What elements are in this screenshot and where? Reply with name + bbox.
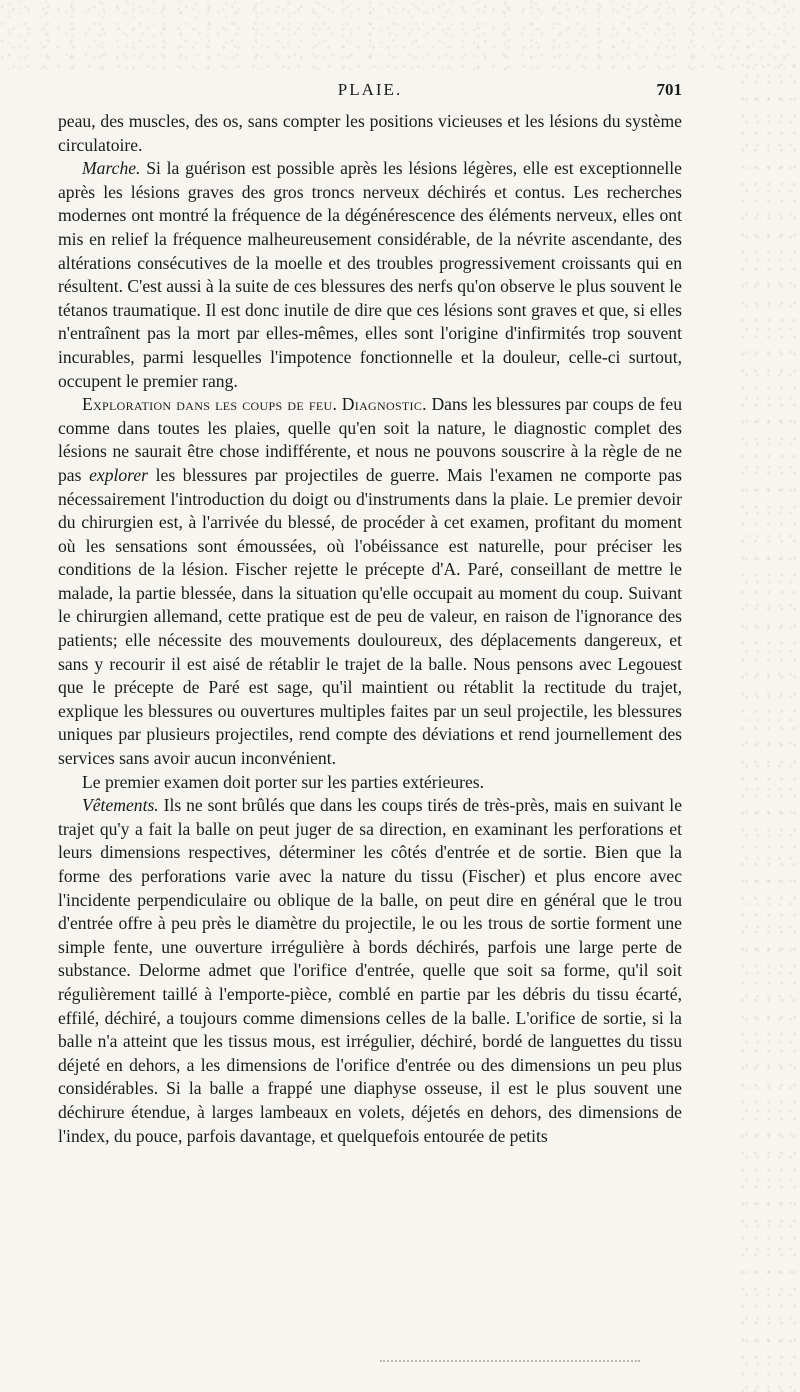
- section-label-marche: Marche.: [82, 158, 141, 179]
- paragraph-exploration-text-a: Dans les blessures par coups de feu comme dans toutes les plaies, quelle qu'en soit la nature, le diagnostic complet des lésions ne saurait être chose indifférente, et nous ne pouvons souscrire à la règle de ne pas: [58, 394, 682, 485]
- paragraph-vetements: [58, 794, 682, 1148]
- scan-footer-marks: [380, 1360, 640, 1366]
- paragraph-1: [58, 110, 682, 157]
- paragraph-marche: [58, 157, 682, 393]
- paragraph-exploration-text-b: les blessures par projectiles de guerre. Mais l'examen ne comporte pas nécessairement l'introduction du doigt ou d'instruments dans la plaie. Le premier devoir du chirurgien est, à l'arrivée du blessé, de procéder à cet examen, profitant du moment où les sensations sont émoussées, où l'obéissance est naturelle, pour préciser les conditions de la lésion. Fischer rejette le précepte d'A. Paré, conseillant de mettre le malade, la partie blessée, dans la situation qu'elle occupait au moment du coup. Suivant le chirurgien allemand, cette pratique est de peu de valeur, en raison de l'ignorance des patients; elle nécessite des mouvements douloureux, des déplacements dangereux, et sans y recourir il est aisé de rétablir le trajet de la balle. Nous pensons avec Legouest que le précepte de Paré est sage, qu'il maintient ou rétablit la rectitude du trajet, explique les blessures ou ouvertures multiples faites par un seul projectile, les blessures uniques par plusieurs projectiles, rend compte des déviations et rend journellement des services sans avoir aucun inconvénient.: [58, 464, 682, 769]
- scan-noise-right: [740, 60, 800, 1392]
- paragraph-marche-text: Si la guérison est possible après les lésions légères, elle est exceptionnelle après les lésions graves des gros troncs nerveux déchirés et contus. Les recherches modernes ont montré la fréquence de la dégénérescence des éléments nerveux, elles ont mis en relief la fréquence malheureusement considérable, de la névrite ascendante, des altérations consécutives de la moelle et des troubles progressivement croissants qui en résultent. C'est aussi à la suite de ces blessures des nerfs qu'on observe le plus souvent le tétanos traumatique. Il est donc inutile de dire que ces lésions sont graves et que, si elles n'entraînent pas la mort par elles-mêmes, elles sont l'origine d'infirmités trop souvent incurables, parmi lesquelles l'impotence fonctionnelle et la douleur, celle-ci surtout, occupent le premier rang.: [58, 158, 682, 391]
- emphasis-explorer: explorer: [89, 464, 149, 485]
- section-label-vetements: Vêtements.: [82, 795, 159, 816]
- section-heading-exploration: Exploration dans les coups de feu.: [82, 394, 338, 415]
- running-head: PLAIE.: [337, 80, 403, 99]
- paragraph-1-text: peau, des muscles, des os, sans compter les positions vicieuses et les lésions du système circulatoire.: [58, 111, 682, 155]
- paragraph-premier-examen: [58, 771, 682, 795]
- page-number: 701: [656, 80, 682, 99]
- paragraph-exploration: [58, 393, 682, 771]
- paragraph-vetements-text: Ils ne sont brûlés que dans les coups tirés de très-près, mais en suivant le trajet qu'y a fait la balle on peut juger de sa direction, en examinant les perforations et leurs dimensions respectives, déterminer les côtés d'entrée et de sortie. Bien que la forme des perforations varie avec la nature du tissu (Fischer) et plus encore avec l'incidente perpendiculaire ou oblique de la balle, on peut dire en général que le trou d'entrée offre à peu près le diamètre du projectile, le ou les trous de sortie forment une simple fente, une ouverture irrégulière à bords déchirés, parfois une large perte de substance. Delorme admet que l'orifice d'entrée, quelle que soit sa forme, qu'il soit régulièrement taillé à l'emporte-pièce, comblé en partie par les débris du tissu écarté, effilé, déchiré, a toujours comme dimensions celles de la balle. L'orifice de sortie, si la balle n'a atteint que les tissus mous, est irrégulier, déchiré, bordé de languettes du tissu déjeté en dehors, a les dimensions de l'orifice d'entrée ou des dimensions un peu plus considérables. Si la balle a frappé une diaphyse osseuse, il est le plus souvent une déchirure étendue, à larges lambeaux en volets, déjetés en dehors, des dimensions de l'index, du pouce, parfois davantage, et quelquefois entourée de petits: [58, 795, 682, 1146]
- scan-noise-top: [0, 0, 800, 70]
- page-header: [58, 80, 682, 106]
- body-text: [58, 110, 682, 1148]
- paragraph-premier-examen-text: Le premier examen doit porter sur les parties extérieures.: [82, 771, 485, 792]
- section-heading-diagnostic: Diagnostic.: [341, 394, 427, 415]
